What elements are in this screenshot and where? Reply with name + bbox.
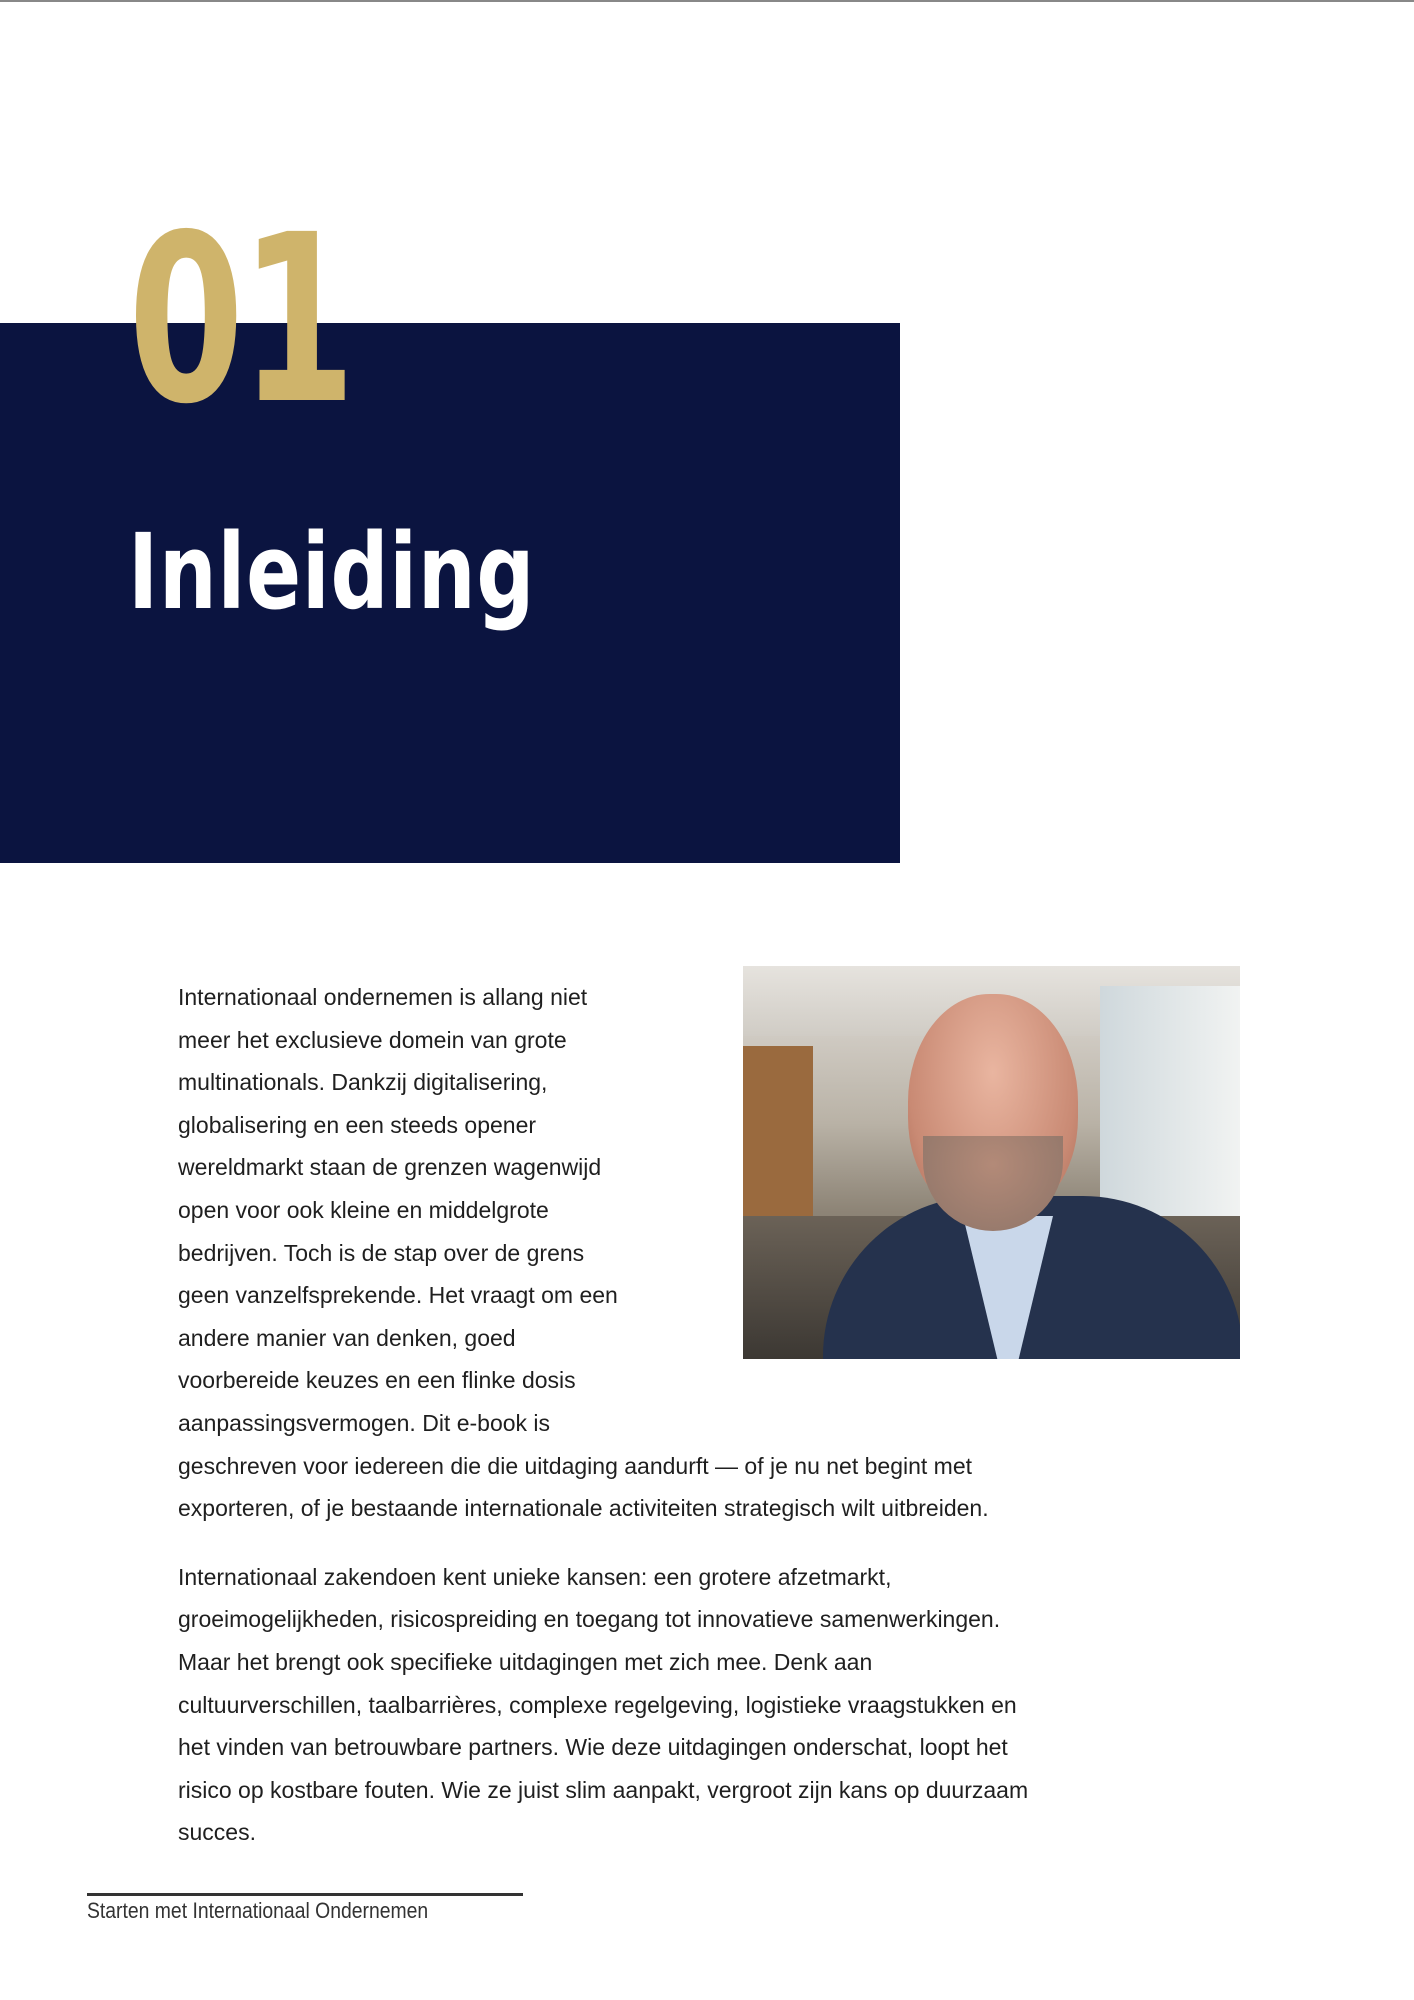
text-line: globalisering en een steeds opener [178, 1111, 537, 1138]
footer-rule [87, 1893, 523, 1896]
text-line: multinationals. Dankzij digitalisering, [178, 1069, 548, 1096]
text-line: geen vanzelfsprekende. Het vraagt om een [178, 1282, 618, 1309]
paragraph-1 [178, 976, 1028, 1530]
text-line: meer het exclusieve domein van grote [178, 1026, 567, 1053]
chapter-title: Inleiding [128, 511, 536, 633]
text-line: het vinden van betrouwbare partners. Wie deze uitdagingen onderschat, loopt het [178, 1734, 1008, 1761]
paragraph-2 [178, 1556, 1028, 1854]
text-line: exporteren, of je bestaande internationale activiteiten strategisch wilt uitbreiden. [178, 1495, 989, 1522]
text-line: cultuurverschillen, taalbarrières, complexe regelgeving, logistieke vraagstukken en [178, 1691, 1017, 1718]
text-line: open voor ook kleine en middelgrote [178, 1196, 549, 1223]
text-line: Maar het brengt ook specifieke uitdagingen met zich mee. Denk aan [178, 1648, 873, 1675]
text-line: geschreven voor iedereen die die uitdaging aandurft — of je nu net begint met [178, 1452, 973, 1479]
text-line: voorbereide keuzes en een flinke dosis [178, 1367, 576, 1394]
text-line: groeimogelijkheden, risicospreiding en toegang tot innovatieve samenwerkingen. [178, 1606, 1001, 1633]
top-border [0, 0, 1414, 2]
chapter-number: 01 [128, 185, 352, 455]
text-line: andere manier van denken, goed [178, 1324, 516, 1351]
text-line: Internationaal zakendoen kent unieke kansen: een grotere afzetmarkt, [178, 1563, 892, 1590]
footer-title: Starten met Internationaal Ondernemen [87, 1898, 429, 1923]
body-text [178, 976, 1028, 1854]
text-line: succes. [178, 1819, 256, 1846]
text-line: aanpassingsvermogen. Dit e-book is [178, 1409, 551, 1436]
text-line: risico op kostbare fouten. Wie ze juist slim aanpakt, vergroot zijn kans op duurzaam [178, 1776, 1029, 1803]
text-line: Internationaal ondernemen is allang niet [178, 984, 588, 1010]
text-line: bedrijven. Toch is de stap over de grens [178, 1239, 585, 1266]
text-line: wereldmarkt staan de grenzen wagenwijd [178, 1154, 602, 1181]
